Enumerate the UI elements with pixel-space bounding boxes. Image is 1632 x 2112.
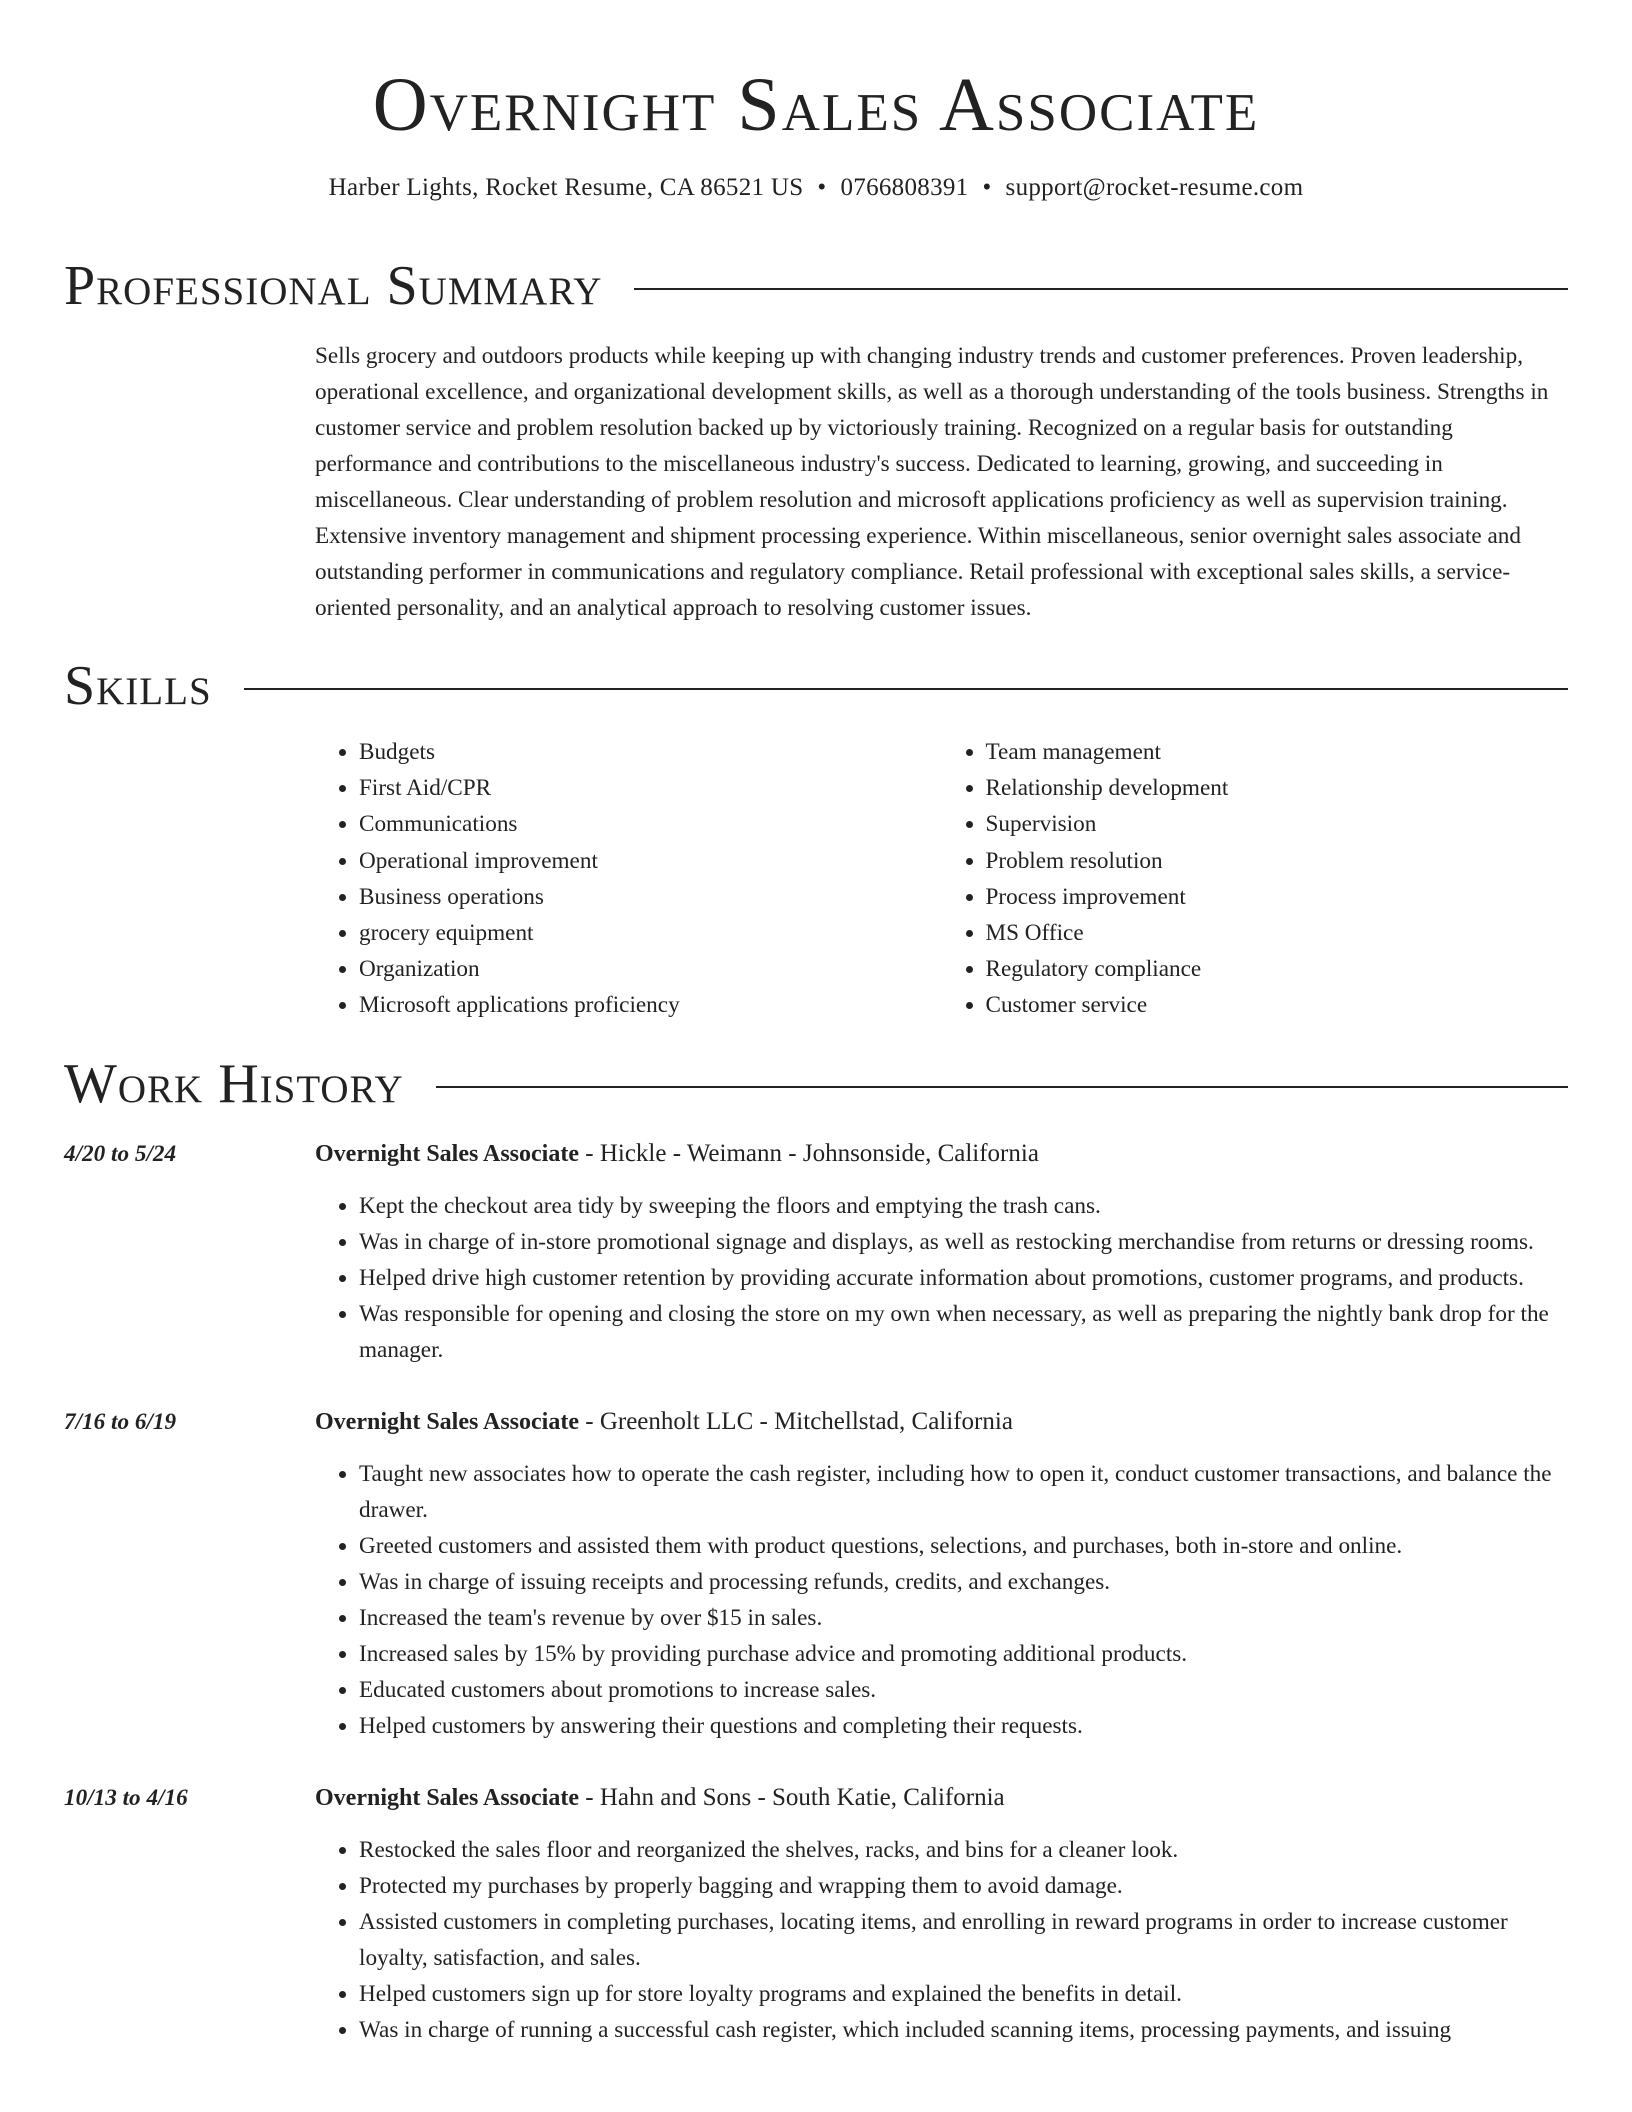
job-bullet: • Was in charge of running a successful cash register, which included scanning items, processing payments, and issuing <box>359 2012 1568 2048</box>
job-header <box>315 1136 1568 1172</box>
skill-item: • Team management <box>986 734 1569 770</box>
contact-address: Harber Lights, Rocket Resume, CA 86521 US <box>328 174 804 201</box>
job-bullets <box>315 1456 1568 1744</box>
job-bullet: • Increased sales by 15% by providing purchase advice and promoting additional products. <box>359 1636 1568 1672</box>
resume-page <box>64 0 1568 2048</box>
skill-item: • grocery equipment <box>359 915 942 951</box>
skill-item: • Budgets <box>359 734 942 770</box>
candidate-name: Overnight Sales Associate <box>372 63 1260 147</box>
job-bullet: • Increased the team's revenue by over $15 in sales. <box>359 1600 1568 1636</box>
job-dates: 10/13 to 4/16 <box>64 1784 188 1811</box>
job-entry <box>64 1136 1568 1368</box>
section-divider <box>244 688 1568 690</box>
summary-section-header <box>64 256 1568 316</box>
skills-column-right <box>942 734 1569 1024</box>
job-details <box>315 1780 1568 2048</box>
work-section-header <box>64 1054 1568 1114</box>
job-bullet: • Helped drive high customer retention by providing accurate information about promotions, customer programs, and products. <box>359 1260 1568 1296</box>
skills-section-title: Skills <box>64 655 212 717</box>
skill-item: • Customer service <box>986 987 1569 1023</box>
skill-item: • Microsoft applications proficiency <box>359 987 942 1023</box>
skill-item: • Regulatory compliance <box>986 951 1569 987</box>
job-bullet: • Restocked the sales floor and reorganized the shelves, racks, and bins for a cleaner look. <box>359 1832 1568 1868</box>
job-entry <box>64 1780 1568 2048</box>
job-bullet: • Taught new associates how to operate the cash register, including how to open it, conduct customer transactions, and balance the drawer. <box>359 1456 1568 1528</box>
contact-phone: 0766808391 <box>840 174 969 201</box>
section-divider <box>634 288 1568 290</box>
job-details <box>315 1136 1568 1368</box>
job-bullets <box>315 1832 1568 2048</box>
job-bullet: • Was in charge of in-store promotional signage and displays, as well as restocking merchandise from returns or dressing rooms. <box>359 1224 1568 1260</box>
skill-item: • First Aid/CPR <box>359 770 942 806</box>
job-bullet: • Protected my purchases by properly bagging and wrapping them to avoid damage. <box>359 1868 1568 1904</box>
skill-item: • Organization <box>359 951 942 987</box>
job-bullet: • Kept the checkout area tidy by sweeping the floors and emptying the trash cans. <box>359 1188 1568 1224</box>
skills-column-left <box>315 734 942 1024</box>
contact-separator: • <box>982 174 992 201</box>
section-divider <box>436 1086 1568 1088</box>
skills-section-header <box>64 656 1568 716</box>
job-title: Overnight Sales Associate <box>315 1408 579 1435</box>
job-bullet: • Educated customers about promotions to increase sales. <box>359 1672 1568 1708</box>
job-entry <box>64 1404 1568 1744</box>
job-bullet: • Was responsible for opening and closing the store on my own when necessary, as well as preparing the nightly bank drop for the manager. <box>359 1296 1568 1368</box>
contact-email: support@rocket-resume.com <box>1005 174 1304 201</box>
job-bullet: • Assisted customers in completing purchases, locating items, and enrolling in reward programs in order to increase customer loyalty, satisfaction, and sales. <box>359 1904 1568 1976</box>
job-bullets <box>315 1188 1568 1368</box>
job-bullet: • Greeted customers and assisted them with product questions, selections, and purchases, both in-store and online. <box>359 1528 1568 1564</box>
skill-item: • Business operations <box>359 879 942 915</box>
skill-item: • Supervision <box>986 806 1569 842</box>
contact-separator: • <box>817 174 827 201</box>
summary-section-title: Professional Summary <box>64 255 603 317</box>
work-section-title: Work History <box>64 1052 404 1115</box>
job-title: Overnight Sales Associate <box>315 1784 579 1811</box>
job-bullet: • Was in charge of issuing receipts and processing refunds, credits, and exchanges. <box>359 1564 1568 1600</box>
job-employer: - Greenholt LLC - Mitchellstad, California <box>579 1407 1013 1435</box>
skill-item: • MS Office <box>986 915 1569 951</box>
job-dates: 4/20 to 5/24 <box>64 1140 177 1167</box>
summary-text: Sells grocery and outdoors products while keeping up with changing industry trends and customer preferences. Proven leadership, operational excellence, and organizational development skills, as well as a thorough understanding of the tools business. Strengths in customer service and problem resolution backed up by victoriously training. Recognized on a regular basis for outstanding performance and contributions to the miscellaneous industry's success. Dedicated to learning, growing, and succeeding in miscellaneous. Clear understanding of problem resolution and microsoft applications proficiency as well as supervision training. Extensive inventory management and shipment processing experience. Within miscellaneous, senior overnight sales associate and outstanding performer in communications and regulatory compliance. Retail professional with exceptional sales skills, a service-oriented personality, and an analytical approach to resolving customer issues. <box>315 343 1549 621</box>
job-bullet: • Helped customers sign up for store loyalty programs and explained the benefits in detail. <box>359 1976 1568 2012</box>
skill-item: • Communications <box>359 806 942 842</box>
skill-item: • Problem resolution <box>986 843 1569 879</box>
contact-line <box>64 172 1568 204</box>
job-header <box>315 1780 1568 1816</box>
job-employer: - Hahn and Sons - South Katie, California <box>579 1783 1005 1811</box>
job-title: Overnight Sales Associate <box>315 1140 579 1167</box>
job-dates: 7/16 to 6/19 <box>64 1408 177 1435</box>
skill-item: • Operational improvement <box>359 843 942 879</box>
job-details <box>315 1404 1568 1744</box>
skills-list <box>315 734 1568 1024</box>
job-header <box>315 1404 1568 1440</box>
job-employer: - Hickle - Weimann - Johnsonside, California <box>579 1139 1039 1167</box>
skill-item: • Relationship development <box>986 770 1569 806</box>
job-bullet: • Helped customers by answering their questions and completing their requests. <box>359 1708 1568 1744</box>
skill-item: • Process improvement <box>986 879 1569 915</box>
